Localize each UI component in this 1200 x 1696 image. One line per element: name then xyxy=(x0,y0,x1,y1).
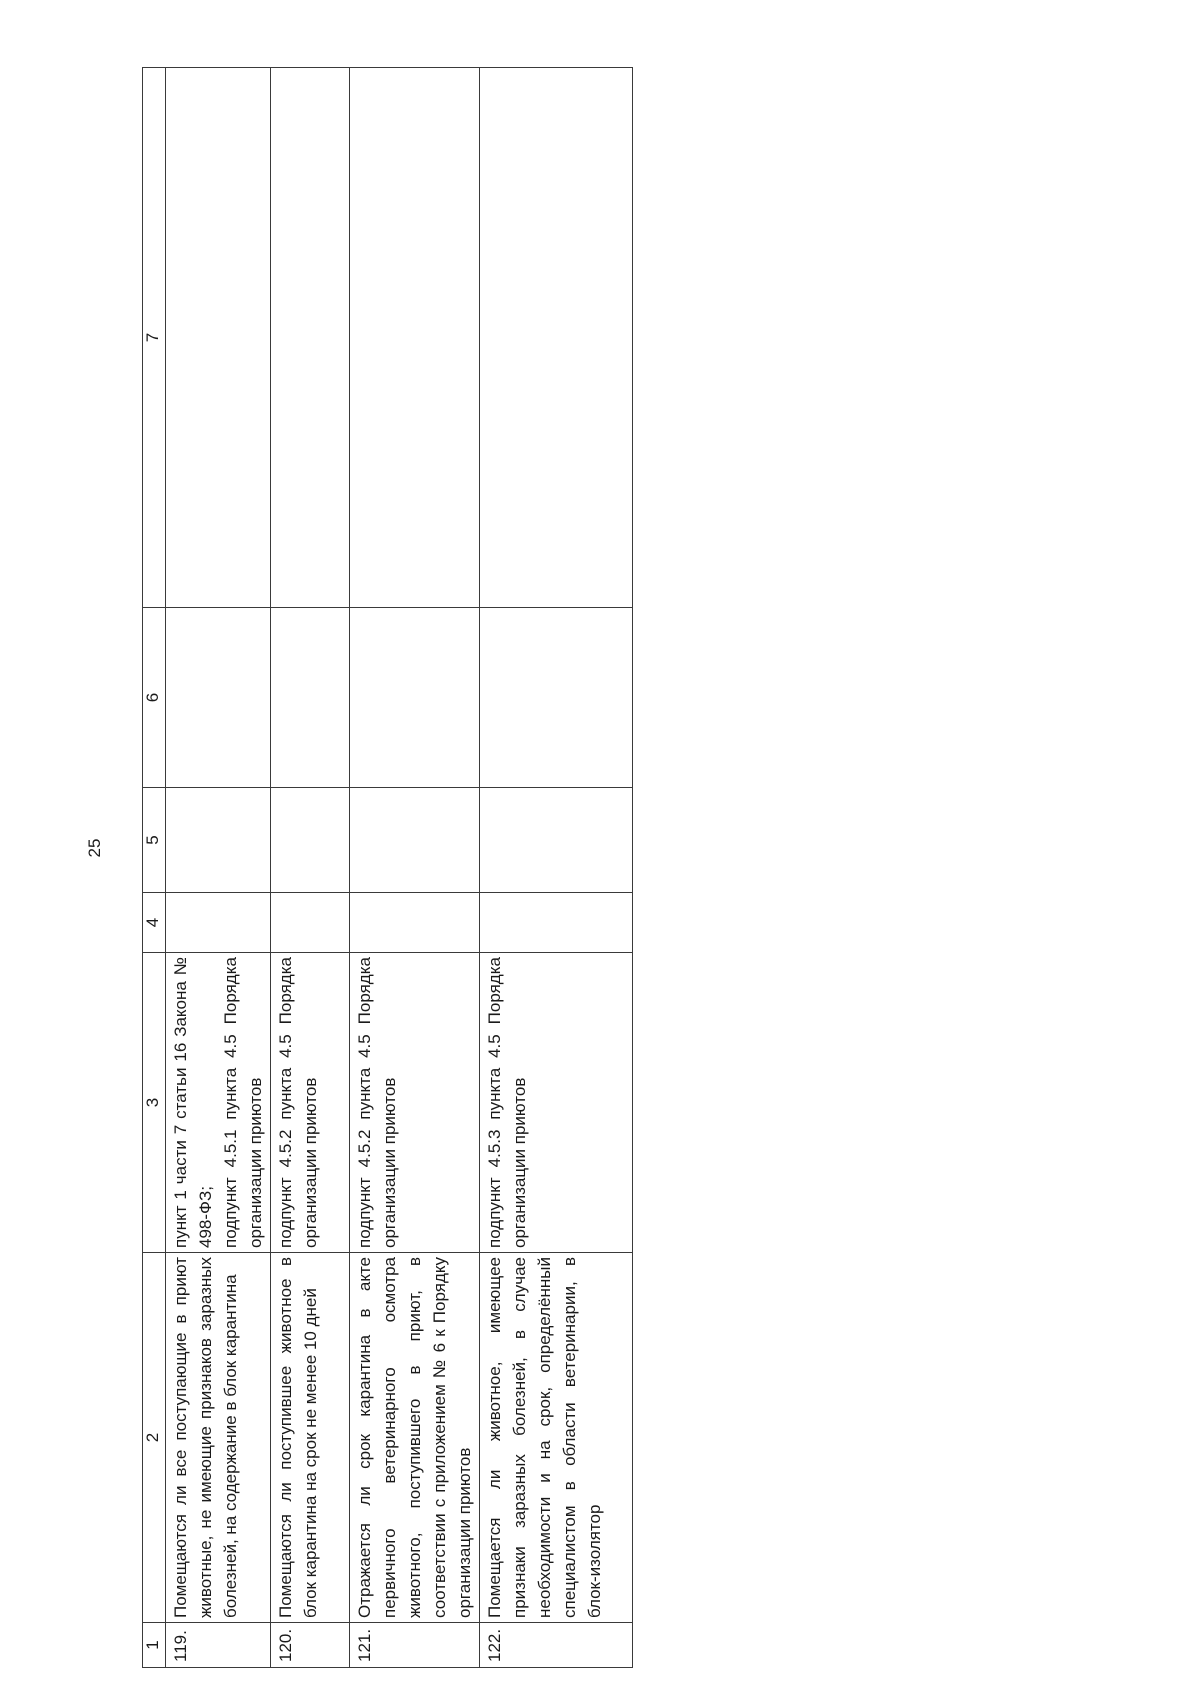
column-header: 3 xyxy=(143,953,166,1253)
page-number: 25 xyxy=(85,838,104,858)
column-header: 7 xyxy=(143,68,166,608)
reference-line: подпункт 4.5.1 пункта 4.5 Порядка организации приютов xyxy=(221,957,265,1248)
column-header: 4 xyxy=(143,893,166,953)
reference-line: пункт 1 части 7 статьи 16 Закона № 498-ФЗ; xyxy=(171,957,215,1248)
header-row xyxy=(143,68,166,1668)
reference-cell xyxy=(271,953,350,1253)
column-header: 2 xyxy=(143,1253,166,1623)
empty-cell xyxy=(166,68,271,608)
empty-cell xyxy=(350,608,480,788)
empty-cell xyxy=(480,893,633,953)
row-number: 120. xyxy=(271,1623,350,1668)
reference-line: подпункт 4.5.2 пункта 4.5 Порядка организации приютов xyxy=(276,957,320,1248)
question-cell: Помещаются ли поступившее животное в блок карантина на срок не менее 10 дней xyxy=(271,1253,350,1623)
row-number: 121. xyxy=(350,1623,480,1668)
question-cell: Отражается ли срок карантина в акте первичного ветеринарного осмотра животного, поступившего в приют, в соответствии с приложением № 6 к Порядку организации приютов xyxy=(350,1253,480,1623)
empty-cell xyxy=(350,788,480,893)
table-row xyxy=(166,68,271,1668)
reference-cell xyxy=(166,953,271,1253)
empty-cell xyxy=(271,608,350,788)
reference-line: подпункт 4.5.3 пункта 4.5 Порядка организации приютов xyxy=(485,957,529,1248)
row-number: 119. xyxy=(166,1623,271,1668)
column-header: 1 xyxy=(143,1623,166,1668)
empty-cell xyxy=(480,788,633,893)
empty-cell xyxy=(350,68,480,608)
column-header: 6 xyxy=(143,608,166,788)
empty-cell xyxy=(271,68,350,608)
empty-cell xyxy=(350,893,480,953)
reference-cell xyxy=(480,953,633,1253)
rotated-table-container xyxy=(142,68,682,1668)
table-row xyxy=(271,68,350,1668)
empty-cell xyxy=(166,788,271,893)
row-number: 122. xyxy=(480,1623,633,1668)
reference-cell xyxy=(350,953,480,1253)
empty-cell xyxy=(271,893,350,953)
question-cell: Помещаются ли все поступающие в приют животные, не имеющие признаков заразных болезней, на содержание в блок карантина xyxy=(166,1253,271,1623)
empty-cell xyxy=(480,68,633,608)
table-row xyxy=(350,68,480,1668)
column-header: 5 xyxy=(143,788,166,893)
reference-line: подпункт 4.5.2 пункта 4.5 Порядка организации приютов xyxy=(355,957,399,1248)
table-row xyxy=(480,68,633,1668)
empty-cell xyxy=(480,608,633,788)
question-cell: Помещается ли животное, имеющее признаки заразных болезней, в случае необходимости и на срок, определённый специалистом в области ветеринарии, в блок-изолятор xyxy=(480,1253,633,1623)
checklist-table xyxy=(142,67,633,1668)
empty-cell xyxy=(166,608,271,788)
empty-cell xyxy=(166,893,271,953)
empty-cell xyxy=(271,788,350,893)
